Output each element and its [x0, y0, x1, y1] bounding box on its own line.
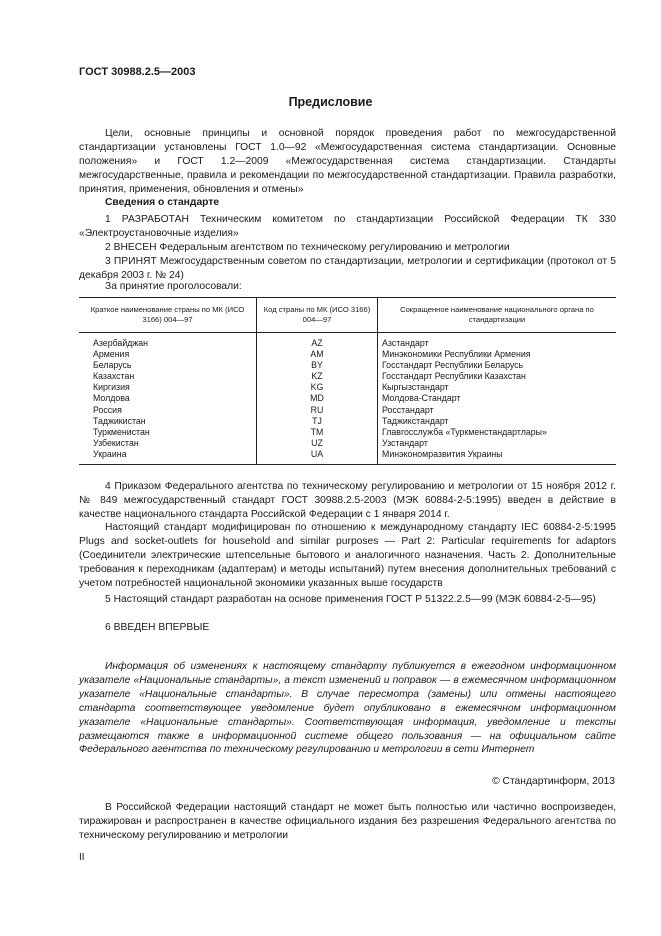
country-code: KZ — [257, 371, 378, 382]
country-name: Узбекистан — [93, 437, 139, 448]
country-code: AZ — [257, 333, 378, 350]
item-4-note: Настоящий стандарт модифицирован по отношению к международному стандарту IEC 60884-2-5:1995 Plugs and socket-outlets for household and similar purposes — Part 2: Particular requirements for adaptors (Соединители электрические штепсельные бытового и аналогичного назначения. Часть 2. Дополнительные требования к переходникам (адаптерам) и методы испытаний) путем внесения дополнительных требований с учетом потребностей национальной экономики указанных выше государств — [79, 522, 616, 589]
table-row — [79, 416, 616, 427]
header-standards-body: Сокращенное наименование национального органа по стандартизации — [378, 298, 617, 333]
table-row — [79, 360, 616, 371]
header-country-name: Краткое наименование страны по МК (ИСО 3166) 004—97 — [79, 298, 257, 333]
standards-body: Главгосслужба «Туркменстандартлары» — [378, 427, 617, 438]
country-code: BY — [257, 360, 378, 371]
country-name: Азербайджан — [93, 338, 148, 348]
standards-body: Узстандарт — [378, 438, 617, 449]
country-name: Россия — [93, 404, 122, 415]
table-row — [79, 393, 616, 404]
country-code: KG — [257, 382, 378, 393]
reproduction-rights: В Российской Федерации настоящий стандарт не может быть полностью или частично воспроизведен, тиражирован и распространен в качестве официального издания без разрешения Федерального агентства по техническому регулированию и метрологии — [79, 802, 616, 841]
country-code: RU — [257, 405, 378, 416]
standards-body: Госстандарт Республики Беларусь — [378, 360, 617, 371]
vote-label: За принятие проголосовали: — [105, 281, 242, 292]
standards-body: Минэкономики Республики Армения — [378, 349, 617, 360]
table-row — [79, 333, 616, 350]
country-code: TJ — [257, 416, 378, 427]
country-name: Армения — [93, 349, 130, 360]
item-2: 2 ВНЕСЕН Федеральным агентством по техническому регулированию и метрологии — [105, 242, 510, 253]
table-row — [79, 349, 616, 360]
country-name: Таджикистан — [93, 415, 146, 426]
standards-body: Минэкономразвития Украины — [378, 449, 617, 465]
item-1: 1 РАЗРАБОТАН Техническим комитетом по стандартизации Российской Федерации ТК 330 «Электроустановочные изделия» — [79, 214, 616, 239]
standard-info-heading: Сведения о стандарте — [105, 197, 220, 208]
standards-body: Молдова-Стандарт — [378, 393, 617, 404]
country-name: Туркменистан — [93, 426, 150, 437]
item-4: 4 Приказом Федерального агентства по техническому регулированию и метрологии от 15 ноября 2012 г. № 849 межгосударственный стандарт ГОСТ 30988.2.5-2003 (МЭК 60884-2-5:1995) введен в действие в качестве национального стандарта Российской Федерации с 1 января 2014 г. — [79, 481, 616, 520]
table-row — [79, 427, 616, 438]
table-header-row — [79, 298, 616, 333]
item-3: 3 ПРИНЯТ Межгосударственным советом по стандартизации, метрологии и сертификации (протокол от 5 декабря 2003 г. № 24) — [79, 256, 616, 281]
standards-body: Таджикстандарт — [378, 416, 617, 427]
standards-body: Кыргызстандарт — [378, 382, 617, 393]
item-6: 6 ВВЕДЕН ВПЕРВЫЕ — [105, 622, 210, 633]
table-row — [79, 438, 616, 449]
country-name: Казахстан — [93, 371, 135, 382]
table-row — [79, 405, 616, 416]
header-country-code: Код страны по МК (ИСО 3166) 004—97 — [257, 298, 378, 333]
country-name: Киргизия — [93, 382, 130, 393]
country-name: Молдова — [93, 393, 130, 404]
country-code: MD — [257, 393, 378, 404]
country-code: UZ — [257, 438, 378, 449]
standards-body: Росстандарт — [378, 405, 617, 416]
country-name: Беларусь — [93, 360, 132, 371]
table-row — [79, 371, 616, 382]
standard-code: ГОСТ 30988.2.5—2003 — [79, 66, 196, 78]
page-number: II — [79, 852, 85, 863]
country-code: TM — [257, 427, 378, 438]
country-code: UA — [257, 449, 378, 465]
changes-notice: Информация об изменениях к настоящему стандарту публикуется в ежегодном информационном указателе «Национальные стандарты», а текст изменений и поправок — в ежемесячном информационном указателе «Национальные стандарты». В случае пересмотра (замены) или отмены настоящего стандарта соответствующее уведомление будет опубликовано в ежемесячном информационном указателе «Национальные стандарты». Соответствующая информация, уведомление и тексты размещаются также в информационной системе общего пользования — на официальном сайте Федерального агентства по техническому регулированию и метрологии в сети Интернет — [79, 661, 616, 756]
standards-body: Госстандарт Республики Казахстан — [378, 371, 617, 382]
page-title: Предисловие — [288, 95, 373, 109]
table-row — [79, 382, 616, 393]
country-code: AM — [257, 349, 378, 360]
country-name: Украина — [79, 449, 257, 465]
item-5: 5 Настоящий стандарт разработан на основе применения ГОСТ Р 51322.2.5—99 (МЭК 60884-2-5—95) — [105, 594, 596, 605]
copyright: © Стандартинформ, 2013 — [492, 776, 615, 787]
table-row — [79, 449, 616, 465]
standards-body: Азстандарт — [378, 333, 617, 350]
voting-table — [79, 297, 616, 465]
intro-paragraph: Цели, основные принципы и основной порядок проведения работ по межгосударственной стандартизации установлены ГОСТ 1.0—92 «Межгосударственная система стандартизации. Основные положения» и ГОСТ 1.2—2009 «Межгосударственная система стандартизации. Стандарты межгосударственные, правила и рекомендации по межгосударственной стандартизации. Правила разработки, принятия, применения, обновления и отмены» — [79, 128, 616, 195]
